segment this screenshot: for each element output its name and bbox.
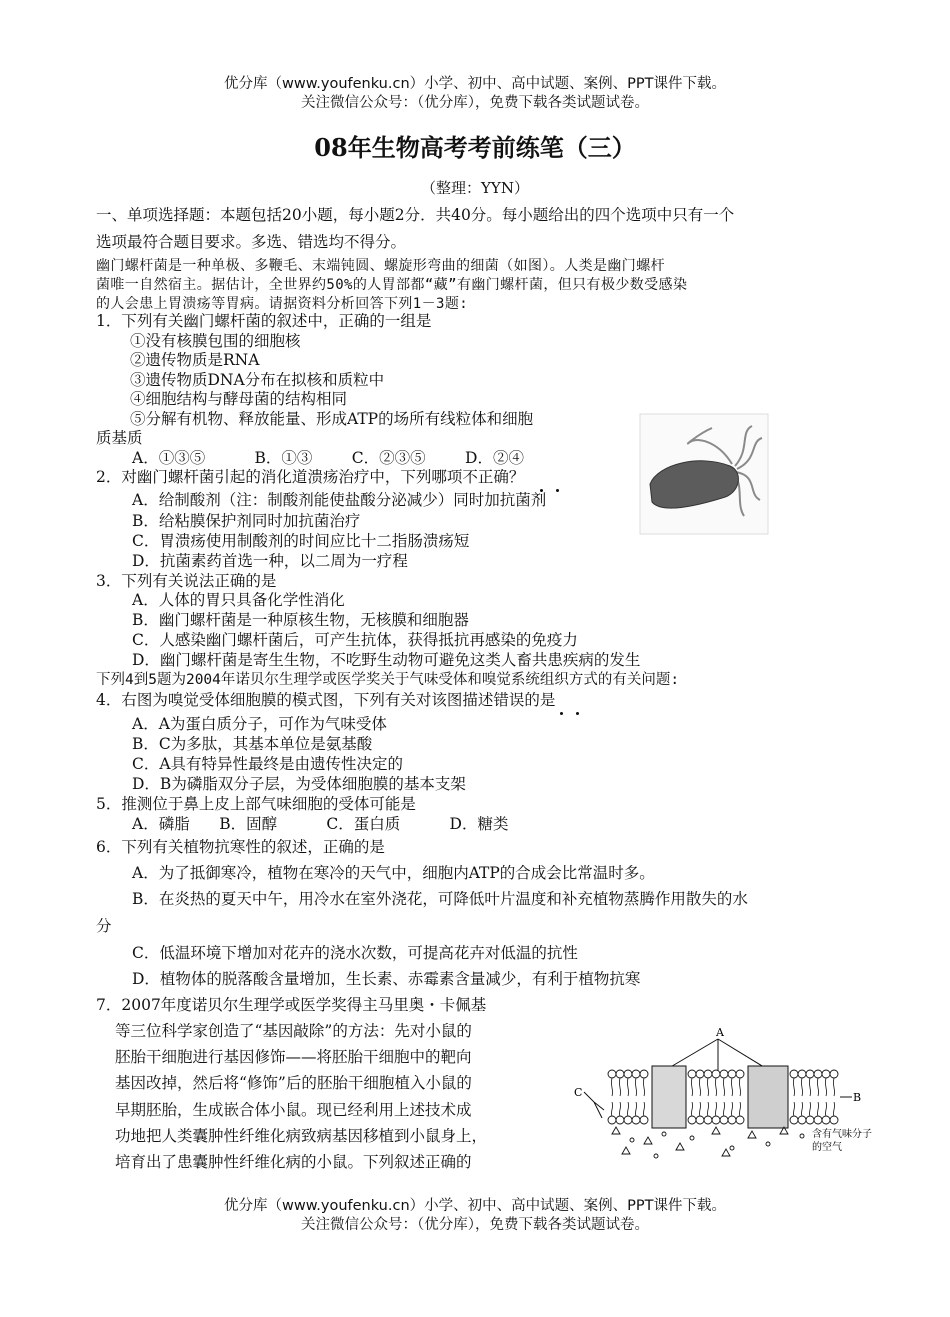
question-2-stem: 2．对幽门螺杆菌引起的消化道溃疡治疗中，下列哪项不正确？ bbox=[96, 468, 525, 486]
section-heading-cont: 选项最符合题目要求。多选、错选均不得分。 bbox=[96, 233, 407, 251]
q3-option-c: C．人感染幽门螺杆菌后，可产生抗体，获得抵抗再感染的免疫力 bbox=[132, 631, 578, 649]
phospholipid-bilayer bbox=[608, 1070, 838, 1124]
question-7-line-7: 培育出了患囊肿性纤维化病的小鼠。下列叙述正确的 bbox=[115, 1153, 472, 1171]
q3-option-a: A．人体的胃只具备化学性消化 bbox=[132, 591, 345, 609]
question-1-stem: 1．下列有关幽门螺杆菌的叙述中，正确的一组是 bbox=[96, 312, 432, 330]
q2-option-b: B．给粘膜保护剂同时加抗菌治疗 bbox=[132, 512, 361, 530]
question-6-stem: 6．下列有关植物抗寒性的叙述，正确的是 bbox=[96, 838, 385, 856]
label-b: B bbox=[853, 1091, 862, 1104]
label-a: A bbox=[716, 1026, 724, 1039]
q1-statement-4: ④细胞结构与酵母菌的结构相同 bbox=[130, 390, 348, 408]
q5-options: A．磷脂 B．固醇 C．蛋白质 D．糖类 bbox=[132, 815, 509, 833]
question-3-stem: 3．下列有关说法正确的是 bbox=[96, 572, 277, 590]
question-7-line-1: 7．2007年度诺贝尔生理学或医学奖得主马里奥・卡佩基 bbox=[96, 996, 487, 1014]
legend-line-2: 的空气 bbox=[812, 1142, 842, 1153]
header-line-1: 优分库（www.youfenku.cn）小学、初中、高中试题、案例、PPT课件下载。 bbox=[224, 76, 726, 92]
passage-line-3: 的人会患上胃溃疡等胃病。请据资料分析回答下列1－3题: bbox=[96, 296, 469, 312]
q6-option-d: D．植物体的脱落酸含量增加，生长素、赤霉素含量减少，有利于植物抗寒 bbox=[132, 970, 641, 988]
page-title: 08年生物高考考前练笔（三） bbox=[314, 133, 636, 162]
odor-molecules bbox=[612, 1127, 804, 1158]
q1-statement-3: ③遗传物质DNA分布在拟核和质粒中 bbox=[130, 371, 385, 389]
q3-option-d: D．幽门螺杆菌是寄生生物，不吃野生动物可避免这类人畜共患疾病的发生 bbox=[132, 651, 641, 669]
question-4-stem: 4．右图为嗅觉受体细胞膜的模式图，下列有关对该图描述错误的是 bbox=[96, 691, 556, 709]
emphasis-dot bbox=[560, 712, 563, 715]
header-line-2: 关注微信公众号：（优分库），免费下载各类试题试卷。 bbox=[301, 95, 649, 111]
emphasis-dot bbox=[576, 712, 579, 715]
question-7-line-6: 功地把人类囊肿性纤维化病致病基因移植到小鼠身上， bbox=[115, 1127, 488, 1145]
question-5-stem: 5．推测位于鼻上皮上部气味细胞的受体可能是 bbox=[96, 795, 416, 813]
question-7-line-5: 早期胚胎，生成嵌合体小鼠。现已经利用上述技术成 bbox=[115, 1101, 472, 1119]
passage-line-2: 菌唯一自然宿主。据估计，全世界约50%的人胃部都“藏”有幽门螺杆菌，但只有极少数受感染 bbox=[96, 277, 688, 293]
legend-line-1: 含有气味分子 bbox=[812, 1129, 872, 1140]
q1-statement-5: ⑤分解有机物、释放能量、形成ATP的场所有线粒体和细胞 bbox=[130, 410, 534, 428]
emphasis-dot bbox=[556, 489, 559, 492]
q2-option-a: A．给制酸剂（注：制酸剂能使盐酸分泌减少）同时加抗菌剂 bbox=[132, 491, 547, 509]
q1-statement-5-cont: 质基质 bbox=[96, 429, 143, 447]
q4-option-c: C．A具有特异性最终是由遗传性决定的 bbox=[132, 755, 404, 773]
label-c: C bbox=[574, 1086, 583, 1099]
label-c-pointer bbox=[584, 1092, 604, 1118]
footer-line-2: 关注微信公众号：（优分库），免费下载各类试题试卷。 bbox=[301, 1217, 649, 1233]
q4-option-a: A．A为蛋白质分子，可作为气味受体 bbox=[132, 715, 387, 733]
intro-q4-5: 下列4到5题为2004年诺贝尔生理学或医学奖关于气味受体和嗅觉系统组织方式的有关问题: bbox=[96, 672, 680, 688]
bacterium-figure bbox=[640, 414, 768, 534]
q3-option-b: B．幽门螺杆菌是一种原核生物，无核膜和细胞器 bbox=[132, 611, 469, 629]
q6-option-b-cont: 分 bbox=[96, 917, 112, 935]
q6-option-c: C．低温环境下增加对花卉的浇水次数，可提高花卉对低温的抗性 bbox=[132, 944, 578, 962]
question-7-line-3: 胚胎干细胞进行基因修饰——将胚胎干细胞中的靶向 bbox=[115, 1048, 472, 1066]
question-7-line-4: 基因改掉，然后将“修饰”后的胚胎干细胞植入小鼠的 bbox=[115, 1074, 472, 1092]
q4-option-d: D．B为磷脂双分子层，为受体细胞膜的基本支架 bbox=[132, 775, 466, 793]
q2-option-c: C．胃溃疡使用制酸剂的时间应比十二指肠溃疡短 bbox=[132, 532, 470, 550]
subtitle: （整理：YYN） bbox=[421, 179, 529, 197]
q2-option-d: D．抗菌素药首选一种，以二周为一疗程 bbox=[132, 552, 408, 570]
q1-options: A．①③⑤ B．①③ C．②③⑤ D．②④ bbox=[132, 449, 524, 467]
q1-statement-1: ①没有核膜包围的细胞核 bbox=[130, 332, 301, 350]
footer-line-1: 优分库（www.youfenku.cn）小学、初中、高中试题、案例、PPT课件下载。 bbox=[224, 1198, 726, 1214]
section-heading: 一、单项选择题：本题包括20小题，每小题2分．共40分。每小题给出的四个选项中只有一个 bbox=[96, 206, 735, 224]
question-7-line-2: 等三位科学家创造了“基因敲除”的方法：先对小鼠的 bbox=[115, 1022, 472, 1040]
q4-option-b: B．C为多肽，其基本单位是氨基酸 bbox=[132, 735, 373, 753]
passage-line-1: 幽门螺杆菌是一种单极、多鞭毛、末端钝圆、螺旋形弯曲的细菌（如图）。人类是幽门螺杆 bbox=[96, 258, 665, 274]
q6-option-b: B．在炎热的夏天中午，用冷水在室外浇花，可降低叶片温度和补充植物蒸腾作用散失的水 bbox=[132, 890, 748, 908]
q1-statement-2: ②遗传物质是RNA bbox=[130, 351, 260, 369]
q6-option-a: A．为了抵御寒冷，植物在寒冷的天气中，细胞内ATP的合成会比常温时多。 bbox=[132, 864, 655, 882]
membrane-figure bbox=[572, 1022, 872, 1164]
